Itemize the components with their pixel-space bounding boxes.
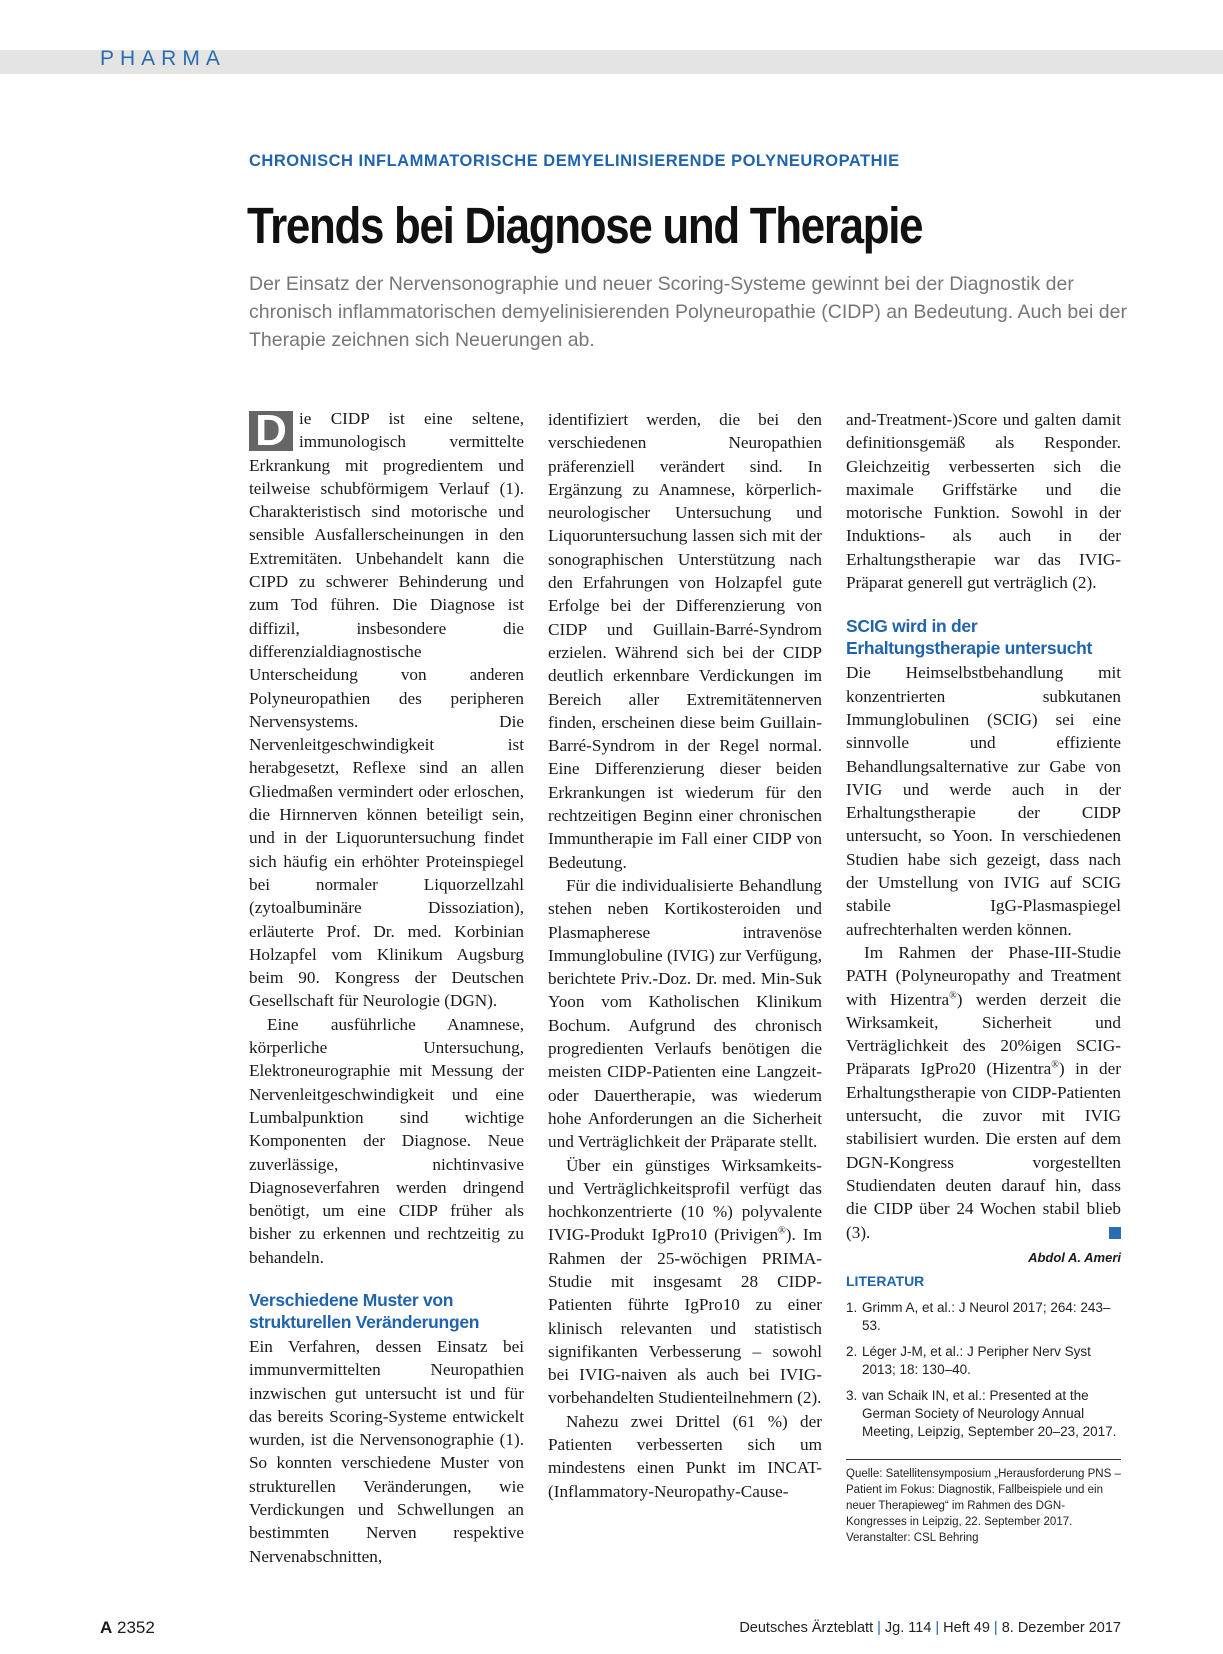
literature-item (846, 1387, 1121, 1441)
journal-footer (739, 1620, 1121, 1636)
separator: | (877, 1620, 881, 1636)
separator: | (935, 1620, 940, 1636)
drop-cap: D (249, 411, 293, 451)
subheading: SCIG wird in der Erhaltungstherapie untersucht (846, 616, 1093, 659)
column-2 (548, 408, 822, 1503)
paragraph-text: ) werden derzeit die Wirksamkeit, Sicherheit und Verträglichkeit des 20%igen SCIG-Präparats IgPro20 (Hizentra (846, 989, 1121, 1079)
article-lead: Der Einsatz der Nervensonographie und neuer Scoring-Systeme gewinnt bei der Diagnostik der chronisch inflammatorischen demyelinisierenden Polyneuropathie (CIDP) an Bedeutung. Auch bei der Therapie zeichnen sich Neuerungen ab. (249, 273, 1127, 351)
source-note: Quelle: Satellitensymposium „Herausforderung PNS – Patient im Fokus: Diagnostik, Fallbeispiele und ein neuer Therapieweg“ im Rahmen des DGN-Kongresses in Leipzig, 22. September 2017. Veranstalter: CSL Behring (846, 1459, 1121, 1546)
column-1 (249, 407, 524, 1568)
column-3 (846, 408, 1121, 1269)
paragraph (548, 1154, 822, 1410)
registered-mark: ® (1051, 1059, 1059, 1071)
journal-issue: Heft 49 (943, 1620, 990, 1636)
paragraph: Nahezu zwei Drittel (61 %) der Patienten verbesserten sich um mindestens einen Punkt im INCAT-(Inflammatory-Neuropathy-Cause- (548, 1411, 822, 1501)
literature-item (846, 1343, 1121, 1379)
journal-date: 8. Dezember 2017 (1001, 1620, 1121, 1636)
registered-mark: ® (949, 989, 957, 1001)
registered-mark: ® (778, 1225, 786, 1237)
separator: | (993, 1620, 998, 1636)
article-kicker: CHRONISCH INFLAMMATORISCHE DEMYELINISIERENDE POLYNEUROPATHIE (249, 152, 900, 170)
journal-volume: Jg. 114 (884, 1620, 932, 1636)
literature-section (846, 1273, 1121, 1449)
journal-name: Deutsches Ärzteblatt (739, 1620, 874, 1636)
article-title: Trends bei Diagnose und Therapie (247, 197, 923, 254)
paragraph: Für die individualisierte Behandlung stehen neben Kortikosteroiden und Plasmapherese intravenöse Immunglobuline (IVIG) zur Verfügung, berichtete Priv.-Doz. Dr. med. Min-Suk Yoon vom Katholischen Klinikum Bochum. Aufgrund des chronisch progredienten Verlaufs benötigen die meisten CIDP-Patienten eine Langzeit- oder Dauertherapie, was wiederum hohe Anforderungen an die Sicherheit und Verträglichkeit der Präparate stellt. (548, 875, 822, 1152)
page-prefix: A (100, 1618, 113, 1637)
paragraph: Eine ausführliche Anamnese, körperliche Untersuchung, Elektroneurographie mit Messung der Nervenleitgeschwindigkeit und eine Lumbalpunktion sind wichtige Komponenten der Diagnose. Neue zuverlässige, nichtinvasive Diagnoseverfahren werden dringend benötigt, um eine CIDP früher als bisher zu erkennen und rechtzeitig zu behandeln. (249, 1014, 524, 1267)
subheading: Verschiedene Muster von strukturellen Veränderungen (249, 1289, 480, 1332)
section-label: PHARMA (100, 47, 226, 70)
paragraph: Die Heimselbstbehandlung mit konzentrierten subkutanen Immunglobulinen (SCIG) sei eine sinnvolle und effiziente Behandlungsalternative zur Gabe von IVIG und werde auch in der Erhaltungstherapie der CIDP untersucht, so Yoon. In verschiedenen Studien habe sich gezeigt, dass nach der Umstellung von IVIG auf SCIG stabile IgG-Plasmaspiegel aufrechterhalten werden können. (846, 663, 1121, 939)
author-name: Abdol A. Ameri (1028, 1249, 1121, 1265)
paragraph: identifiziert werden, die bei den verschiedenen Neuropathien präferenziell verändert sind. In Ergänzung zu Anamnese, körperlich-neurologischer Untersuchung und Liquoruntersuchung lassen sich mit der sonographischen Unterstützung nach den Erfahrungen von Holzapfel gute Erfolge bei der Differenzierung von CIDP und Guillain-Barré-Syndrom erzielen. Während sich bei der CIDP deutlich erkennbare Verdickungen im Bereich aller Extremitätennerven finden, erscheinen diese beim Guillain-Barré-Syndrom in der Regel normal. Eine Differenzierung dieser beiden Erkrankungen ist wiederum für den rechtzeitigen Beginn einer chronischen Immuntherapie im Fall einer CIDP von Bedeutung. (548, 410, 822, 872)
literature-text: Léger J-M, et al.: J Peripher Nerv Syst 2013; 18: 130–40. (862, 1344, 1091, 1377)
paragraph-text: ) in der Erhaltungstherapie von CIDP-Patienten untersucht, die zuvor mit IVIG stabilisiert wurden. Die ersten auf dem DGN-Kongress vorgestellten Studiendaten deuten darauf hin, dass die CIDP über 24 Wochen stabil blieb (3). (846, 1059, 1121, 1242)
literature-number: 2. (846, 1344, 858, 1359)
paragraph: Ein Verfahren, dessen Einsatz bei immunvermittelten Neuropathien inzwischen gut untersucht ist und für das bereits Scoring-Systeme entwickelt wurden, ist die Nervensonographie (1). So konnten verschiedene Muster von strukturellen Veränderungen, wie Verdickungen und Schwellungen an bestimmten Nerven respektive Nervenabschnitten, (249, 1336, 524, 1566)
literature-text: Grimm A, et al.: J Neurol 2017; 264: 243–53. (862, 1300, 1111, 1333)
literature-number: 3. (846, 1388, 858, 1403)
literature-number: 1. (846, 1300, 858, 1315)
paragraph-text: ie CIDP ist eine seltene, immunologisch vermittelte Erkrankung mit progredientem und teilweise schubförmigem Verlauf (1). Charakteristisch sind motorische und sensible Ausfallerscheinungen in den Extremitäten. Unbehandelt kann die CIPD zu schwerer Behinderung und zum Tod führen. Die Diagnose ist diffizil, insbesondere die differenzialdiagnostische Unterscheidung von anderen Polyneuropathien des peripheren Nervensystems. Die Nervenleitgeschwindigkeit ist herabgesetzt, Reflexe sind an allen Gliedmaßen vermindert oder erloschen, die Hirnnerven können beteiligt sein, und in der Liquoruntersuchung findet sich häufig ein erhöhter Proteinspiegel bei normaler Liquorzellzahl (zytoalbuminäre Dissoziation), erläuterte Prof. Dr. med. Korbinian Holzapfel vom Klinikum Augsburg beim 90. Kongress der Deutschen Gesellschaft für Neurologie (DGN). (249, 409, 524, 1011)
end-mark-icon (1109, 1227, 1121, 1239)
paragraph-text: Im Rahmen der Phase-III-Studie PATH (Polyneuropathy and Treatment with Hizentra (846, 942, 1121, 1009)
literature-heading: LITERATUR (846, 1273, 925, 1289)
literature-item (846, 1299, 1121, 1335)
page-number-value: 2352 (117, 1618, 155, 1637)
paragraph (846, 941, 1121, 1244)
paragraph (249, 407, 524, 1013)
paragraph: and-Treatment-)Score und galten damit definitionsgemäß als Responder. Gleichzeitig verbesserten sich die maximale Griffstärke und die motorische Funktion. Sowohl in der Induktions- als auch in der Erhaltungstherapie war das IVIG-Präparat generell gut verträglich (2). (846, 410, 1121, 593)
paragraph-text: Über ein günstiges Wirksamkeits- und Verträglichkeitsprofil verfügt das hochkonzentrierte (10 %) polyvalente IVIG-Produkt IgPro10 (Privigen (548, 1155, 822, 1245)
literature-text: van Schaik IN, et al.: Presented at the German Society of Neurology Annual Meeting, Leipzig, September 20–23, 2017. (862, 1388, 1117, 1439)
page-number (100, 1618, 155, 1638)
paragraph-text: ). Im Rahmen der 25-wöchigen PRIMA-Studie mit insgesamt 28 CIDP-Patienten führte IgPro10 zu einer klinisch relevanten und statistisch signifikanten Verbesserung – sowohl bei IVIG-naiven als auch bei IVIG-vorbehandelten Studienteilnehmern (2). (548, 1225, 822, 1408)
